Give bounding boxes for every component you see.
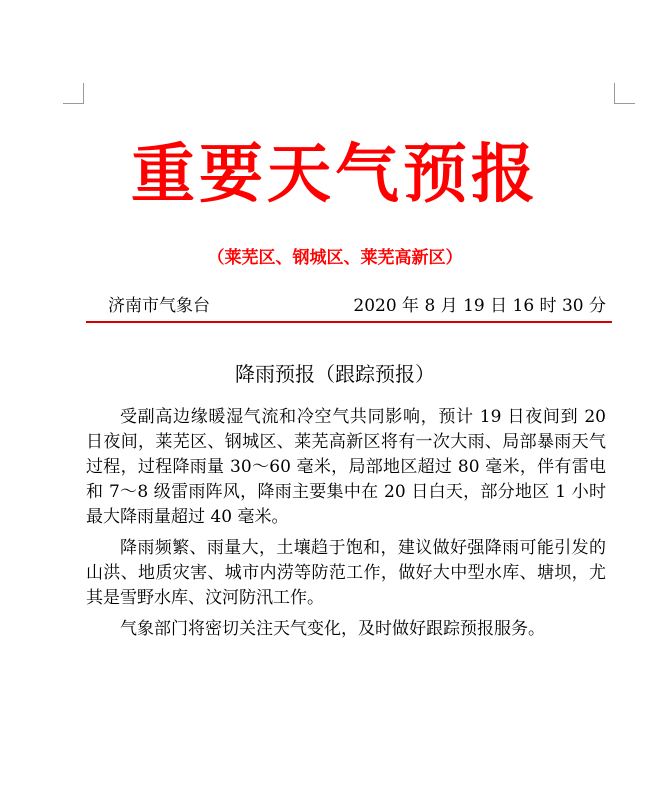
- issuer-line: [86, 291, 612, 321]
- paragraph-forecast: 受副高边缘暖湿气流和冷空气共同影响，预计 19 日夜间到 20 日夜间，莱芜区、钢城区、莱芜高新区将有一次大雨、局部暴雨天气过程，过程降雨量 30～60 毫米，局部地区超过 80 毫米，伴有雷电和 7～8 级雷雨阵风，降雨主要集中在 20 日白天，部分地区 1 小时最大降雨量超过 40 毫米。: [86, 407, 606, 527]
- forecast-body: [86, 405, 606, 648]
- paragraph-service: 气象部门将密切关注天气变化，及时做好跟踪预报服务。: [120, 619, 545, 639]
- margin-corner-top-left: [63, 83, 84, 104]
- section-title: 降雨预报（跟踪预报）: [235, 362, 435, 386]
- header-divider: [86, 321, 612, 323]
- main-title: 重要天气预报: [131, 137, 539, 212]
- issuer-name: 济南市气象台: [108, 296, 210, 316]
- paragraph-advice: 降雨频繁、雨量大，土壤趋于饱和，建议做好强降雨可能引发的山洪、地质灾害、城市内涝等防范工作，做好大中型水库、塘坝，尤其是雪野水库、汶河防汛工作。: [86, 538, 606, 608]
- margin-corner-top-right: [614, 83, 635, 104]
- region-subtitle: （莱芜区、钢城区、莱芜高新区）: [207, 248, 463, 268]
- issue-time: 2020 年 8 月 19 日 16 时 30 分: [353, 296, 606, 316]
